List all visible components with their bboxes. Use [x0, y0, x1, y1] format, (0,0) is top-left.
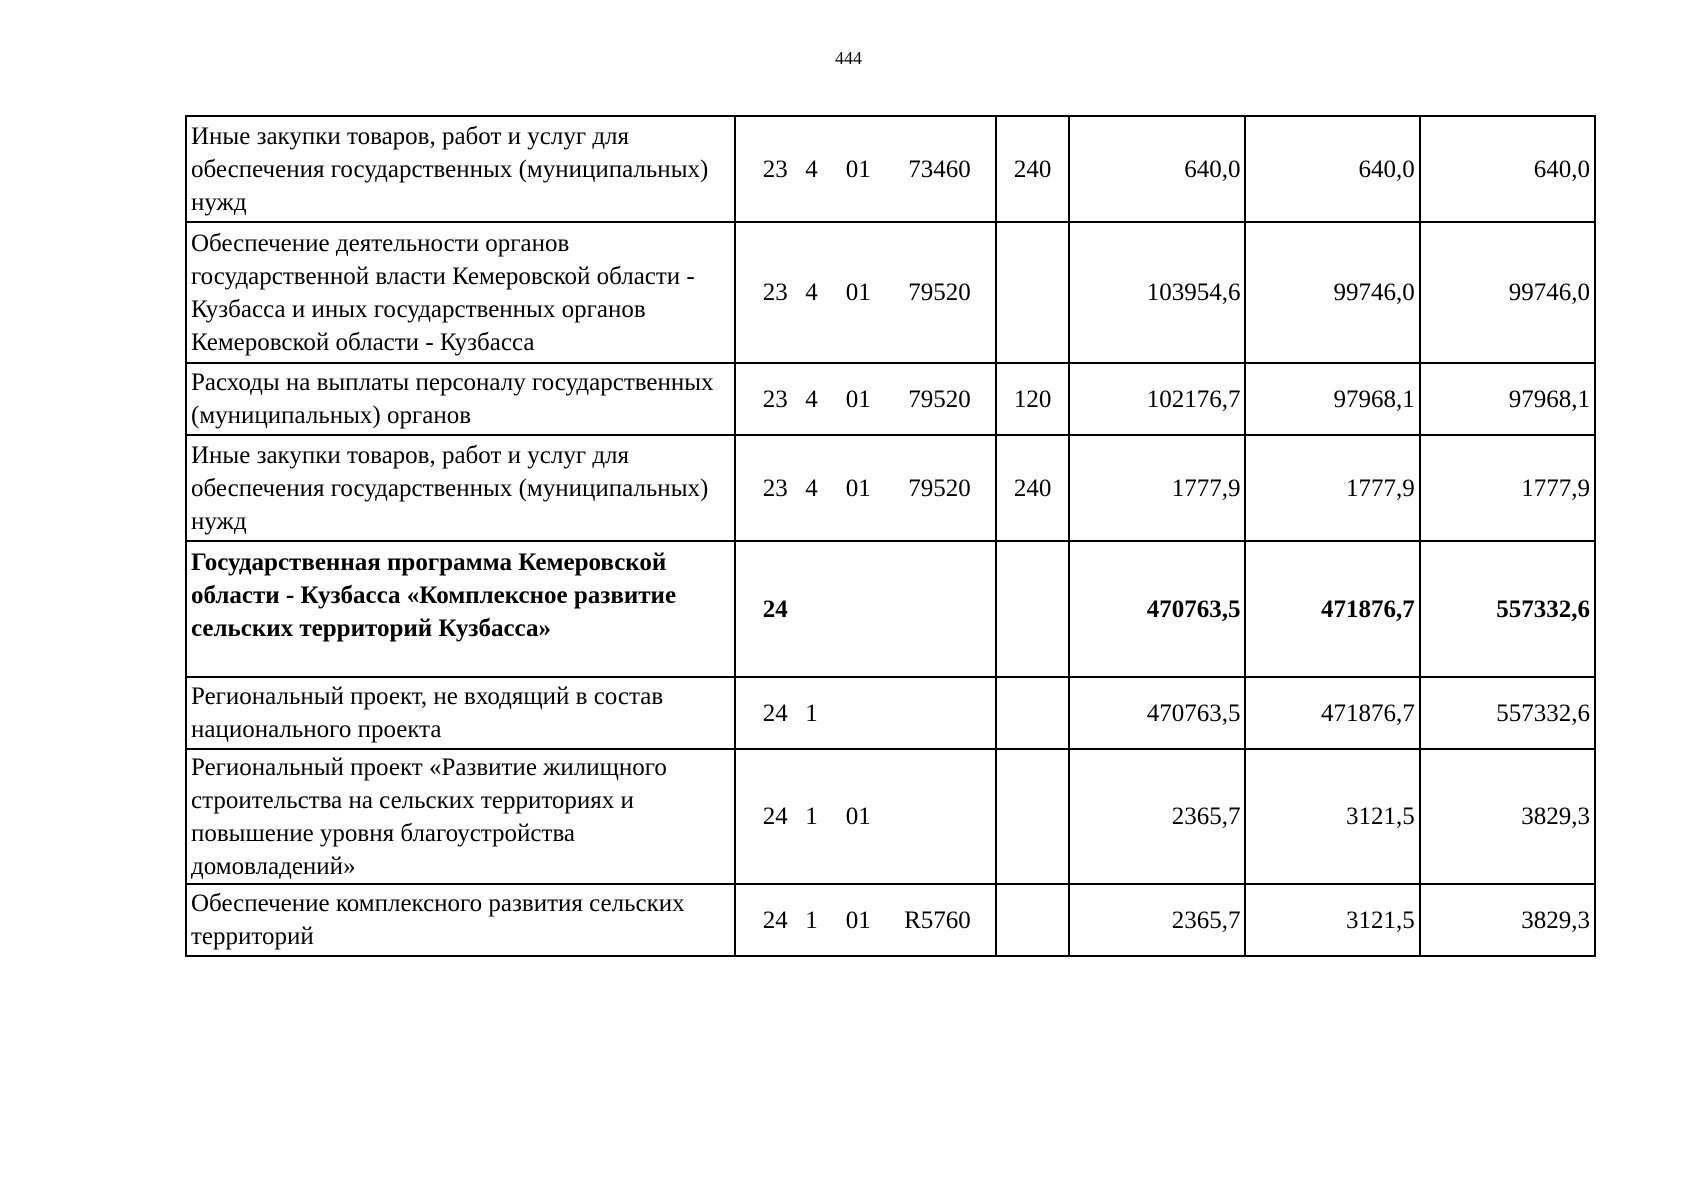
table-row — [186, 884, 1595, 956]
direction-code: 73460 — [908, 155, 971, 183]
budget-table-body — [186, 116, 1595, 956]
direction-code: R5760 — [904, 906, 971, 934]
direction-code: 79520 — [908, 279, 971, 306]
row-code — [735, 541, 996, 677]
sum-year-1: 103954,6 — [1069, 222, 1245, 363]
page-number: 444 — [835, 48, 862, 68]
expense-type-code — [996, 749, 1069, 884]
sum-year-1: 1777,9 — [1069, 435, 1245, 541]
sum-year-2: 97968,1 — [1245, 363, 1419, 435]
row-code — [735, 677, 996, 749]
event-code: 01 — [845, 279, 871, 306]
sum-year-2: 1777,9 — [1245, 435, 1419, 541]
sum-year-3: 640,0 — [1420, 116, 1595, 222]
row-name: Иные закупки товаров, работ и услуг для обеспечения государственных (муниципальных) нужд — [186, 116, 735, 222]
program-code: 23 — [762, 155, 788, 183]
row-code — [735, 749, 996, 884]
table-row — [186, 677, 1595, 749]
event-code: 01 — [845, 155, 871, 183]
table-row — [186, 116, 1595, 222]
row-name: Региональный проект, не входящий в состав национального проекта — [186, 677, 735, 749]
subprogram-code: 4 — [805, 474, 818, 502]
row-name: Региональный проект «Развитие жилищного строительства на сельских территориях и повышение уровня благоустройства домовладений» — [186, 749, 735, 884]
expense-type-code: 120 — [996, 363, 1069, 435]
row-code — [735, 884, 996, 956]
sum-year-3: 3829,3 — [1420, 884, 1595, 956]
table-row — [186, 222, 1595, 363]
program-code: 23 — [762, 385, 788, 413]
subprogram-code: 1 — [805, 906, 818, 934]
subprogram-code: 1 — [805, 803, 818, 830]
program-code: 24 — [762, 595, 788, 623]
program-code: 24 — [762, 906, 788, 934]
sum-year-2: 471876,7 — [1245, 541, 1419, 677]
event-code: 01 — [845, 474, 871, 502]
sum-year-2: 3121,5 — [1245, 884, 1419, 956]
direction-code: 79520 — [908, 474, 971, 502]
sum-year-1: 102176,7 — [1069, 363, 1245, 435]
row-code — [735, 116, 996, 222]
sum-year-1: 470763,5 — [1069, 677, 1245, 749]
expense-type-code — [996, 222, 1069, 363]
sum-year-3: 1777,9 — [1420, 435, 1595, 541]
expense-type-code: 240 — [996, 116, 1069, 222]
sum-year-1: 640,0 — [1069, 116, 1245, 222]
sum-year-1: 470763,5 — [1069, 541, 1245, 677]
sum-year-1: 2365,7 — [1069, 749, 1245, 884]
event-code: 01 — [845, 906, 871, 934]
program-code: 24 — [762, 699, 788, 727]
program-code: 23 — [762, 279, 788, 306]
expense-type-code — [996, 541, 1069, 677]
table-row — [186, 435, 1595, 541]
row-code — [735, 363, 996, 435]
subprogram-code: 4 — [805, 385, 818, 413]
row-name: Государственная программа Кемеровской области - Кузбасса «Комплексное развитие сельских территорий Кузбасса» — [186, 541, 735, 677]
expense-type-code — [996, 884, 1069, 956]
direction-code: 79520 — [908, 385, 971, 413]
subprogram-code: 4 — [805, 155, 818, 183]
sum-year-3: 3829,3 — [1420, 749, 1595, 884]
row-name: Обеспечение деятельности органов государственной власти Кемеровской области - Кузбасса и иных государственных органов Кемеровской области - Кузбасса — [186, 222, 735, 363]
event-code: 01 — [845, 385, 871, 413]
row-name: Обеспечение комплексного развития сельских территорий — [186, 884, 735, 956]
sum-year-3: 557332,6 — [1420, 541, 1595, 677]
event-code: 01 — [845, 803, 871, 830]
sum-year-1: 2365,7 — [1069, 884, 1245, 956]
program-code: 24 — [762, 803, 788, 830]
row-name: Расходы на выплаты персоналу государственных (муниципальных) органов — [186, 363, 735, 435]
sum-year-2: 471876,7 — [1245, 677, 1419, 749]
sum-year-2: 640,0 — [1245, 116, 1419, 222]
program-code: 23 — [762, 474, 788, 502]
expense-type-code: 240 — [996, 435, 1069, 541]
table-row — [186, 363, 1595, 435]
expense-type-code — [996, 677, 1069, 749]
sum-year-2: 3121,5 — [1245, 749, 1419, 884]
sum-year-3: 99746,0 — [1420, 222, 1595, 363]
row-name: Иные закупки товаров, работ и услуг для обеспечения государственных (муниципальных) нужд — [186, 435, 735, 541]
table-row-program-total — [186, 541, 1595, 677]
row-code — [735, 222, 996, 363]
subprogram-code: 1 — [805, 699, 818, 727]
table-row — [186, 749, 1595, 884]
row-code — [735, 435, 996, 541]
subprogram-code: 4 — [805, 279, 818, 306]
budget-table — [185, 115, 1596, 957]
sum-year-2: 99746,0 — [1245, 222, 1419, 363]
sum-year-3: 97968,1 — [1420, 363, 1595, 435]
sum-year-3: 557332,6 — [1420, 677, 1595, 749]
